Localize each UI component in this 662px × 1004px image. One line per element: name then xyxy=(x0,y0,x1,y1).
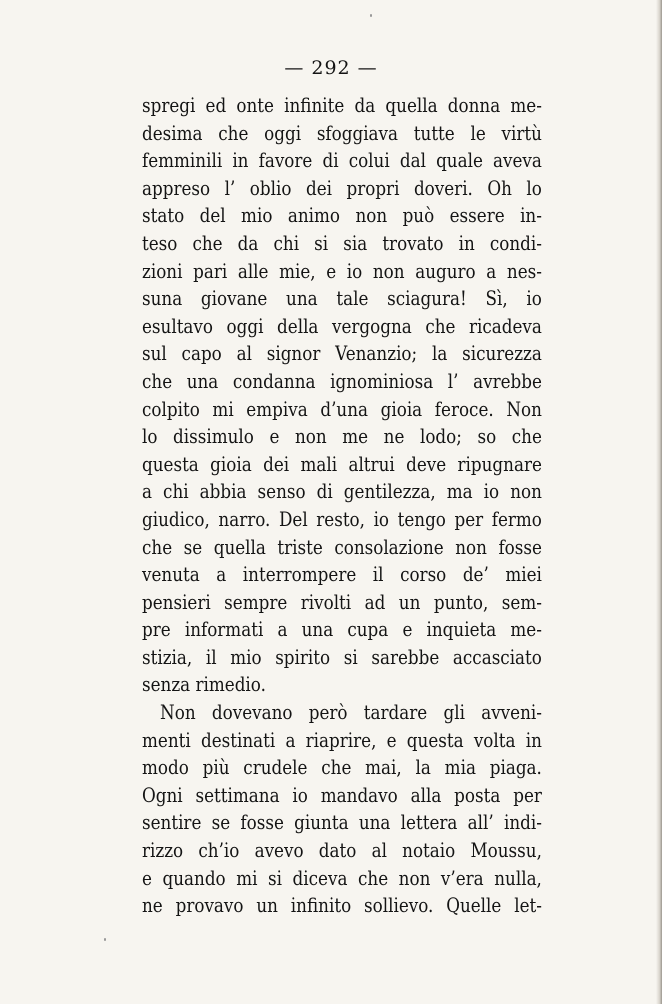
text-line: sul capo al signor Venanzio; la sicurezza xyxy=(142,342,542,366)
text-line: spregi ed onte infinite da quella donna me- xyxy=(142,94,542,117)
text-line: a chi abbia senso di gentilezza, ma io non xyxy=(142,480,542,504)
text-line: esultavo oggi della vergogna che ricadeva xyxy=(142,314,542,338)
text-line: sentire se fosse giunta una lettera all’ indi- xyxy=(142,811,542,835)
body-text xyxy=(142,92,542,920)
paragraph-2 xyxy=(142,699,542,920)
text-line: che se quella triste consolazione non fosse xyxy=(142,535,542,559)
text-line: senza rimedio. xyxy=(142,673,266,697)
paragraph-1 xyxy=(142,92,542,699)
text-line: giudico, narro. Del resto, io tengo per fermo xyxy=(142,507,542,531)
text-line: menti destinati a riaprire, e questa volta in xyxy=(142,728,542,752)
text-line: stizia, il mio spirito si sarebbe accasciato xyxy=(142,645,542,669)
text-line: stato del mio animo non può essere in- xyxy=(142,204,542,228)
text-line: zioni pari alle mie, e io non auguro a nes- xyxy=(142,259,542,283)
text-line: Ogni settimana io mandavo alla posta per xyxy=(142,783,542,807)
text-line: femminili in favore di colui dal quale aveva xyxy=(142,149,542,173)
text-line: teso che da chi si sia trovato in condi- xyxy=(142,231,542,255)
text-line: suna giovane una tale sciagura! Sì, io xyxy=(142,287,542,311)
text-line: appreso l’ oblio dei propri doveri. Oh lo xyxy=(142,176,542,200)
text-line: questa gioia dei mali altrui deve ripugnare xyxy=(142,452,542,476)
text-line: colpito mi empiva d’una gioia feroce. Non xyxy=(142,397,542,421)
text-line: modo più crudele che mai, la mia piaga. xyxy=(142,756,542,780)
text-line: pensieri sempre rivolti ad un punto, sem- xyxy=(142,590,542,614)
text-line: e quando mi si diceva che non v’era nulla, xyxy=(142,866,542,890)
text-line: desima che oggi sfoggiava tutte le virtù xyxy=(142,121,542,145)
text-line: pre informati a una cupa e inquieta me- xyxy=(142,618,542,642)
text-line: Non dovevano però tardare gli avveni- xyxy=(160,701,542,725)
page-number: — 292 — xyxy=(284,57,378,79)
page-edge-shadow xyxy=(656,0,662,1004)
paper-speck xyxy=(370,14,372,17)
text-line: rizzo ch’io avevo dato al notaio Moussu, xyxy=(142,839,542,863)
paper-speck xyxy=(104,938,106,941)
text-line: che una condanna ignominiosa l’ avrebbe xyxy=(142,369,542,393)
text-line: ne provavo un infinito sollievo. Quelle let- xyxy=(142,894,542,918)
text-line: venuta a interrompere il corso de’ miei xyxy=(142,563,542,587)
text-line: lo dissimulo e non me ne lodo; so che xyxy=(142,425,542,449)
